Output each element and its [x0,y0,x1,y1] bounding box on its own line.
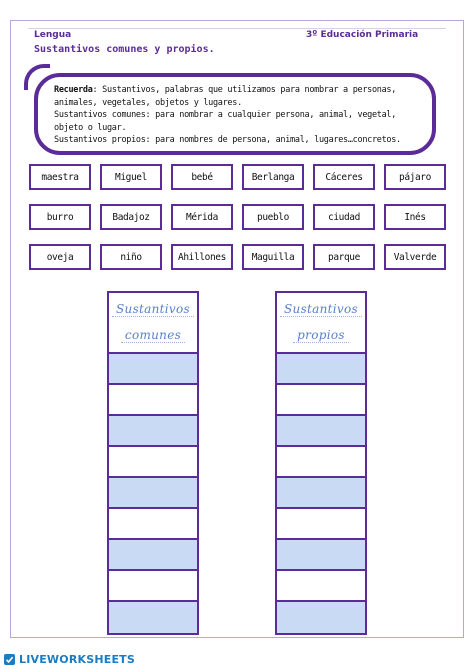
drop-slot[interactable] [277,602,365,633]
drop-slot[interactable] [109,571,197,602]
drop-slot[interactable] [109,509,197,540]
worksheet-title: Sustantivos comunes y propios. [34,44,215,55]
word-card[interactable]: Valverde [384,244,446,270]
reminder-definition: : Sustantivos, palabras que utilizamos para nombrar a personas, animales, vegetales, objetos y lugares. [54,85,397,108]
drop-slot[interactable] [277,447,365,478]
word-card[interactable]: pueblo [242,204,304,230]
word-card[interactable]: Inés [384,204,446,230]
brand-name: LIVEWORKSHEETS [19,653,135,666]
word-card[interactable]: pájaro [384,164,446,190]
word-card[interactable]: Badajoz [100,204,162,230]
column-title-line2: propios [293,328,349,343]
common-nouns-header [109,293,197,354]
subject-label: Lengua [34,30,72,40]
word-card[interactable]: Ahillones [171,244,233,270]
reminder-label: Recuerda [54,85,93,95]
drop-slot[interactable] [109,478,197,509]
drop-slot[interactable] [277,571,365,602]
drop-slot[interactable] [109,540,197,571]
word-card[interactable]: maestra [29,164,91,190]
word-card[interactable]: ciudad [313,204,375,230]
liveworksheets-logo-icon [4,654,15,665]
reminder-box [34,73,436,155]
word-card[interactable]: burro [29,204,91,230]
drop-slot[interactable] [277,478,365,509]
reminder-proper: Sustantivos propios: para nombres de persona, animal, lugares…concretos. [54,135,401,145]
proper-nouns-header [277,293,365,354]
drop-slot[interactable] [277,416,365,447]
common-nouns-column [107,291,199,635]
word-card[interactable]: oveja [29,244,91,270]
word-bank [29,164,445,270]
drop-slot[interactable] [109,416,197,447]
drop-slot[interactable] [109,602,197,633]
drop-slot[interactable] [277,354,365,385]
drop-slot[interactable] [277,540,365,571]
drop-slot[interactable] [109,354,197,385]
word-card[interactable]: Berlanga [242,164,304,190]
word-card[interactable]: Maguilla [242,244,304,270]
grade-label: 3º Educación Primaria [306,30,419,40]
drop-slot[interactable] [109,385,197,416]
column-title-line1: Sustantivos [112,302,194,317]
column-title-line1: Sustantivos [280,302,362,317]
column-title-line2: comunes [121,328,185,343]
word-card[interactable]: niño [100,244,162,270]
word-card[interactable]: Mérida [171,204,233,230]
reminder-common: Sustantivos comunes: para nombrar a cualquier persona, animal, vegetal, objeto o lugar. [54,110,397,133]
word-card[interactable]: Cáceres [313,164,375,190]
proper-nouns-column [275,291,367,635]
header-divider [28,28,446,29]
drop-slot[interactable] [277,509,365,540]
drop-slot[interactable] [109,447,197,478]
drop-slot[interactable] [277,385,365,416]
word-card[interactable]: bebé [171,164,233,190]
footer-brand [0,650,474,669]
word-card[interactable]: parque [313,244,375,270]
word-card[interactable]: Miguel [100,164,162,190]
